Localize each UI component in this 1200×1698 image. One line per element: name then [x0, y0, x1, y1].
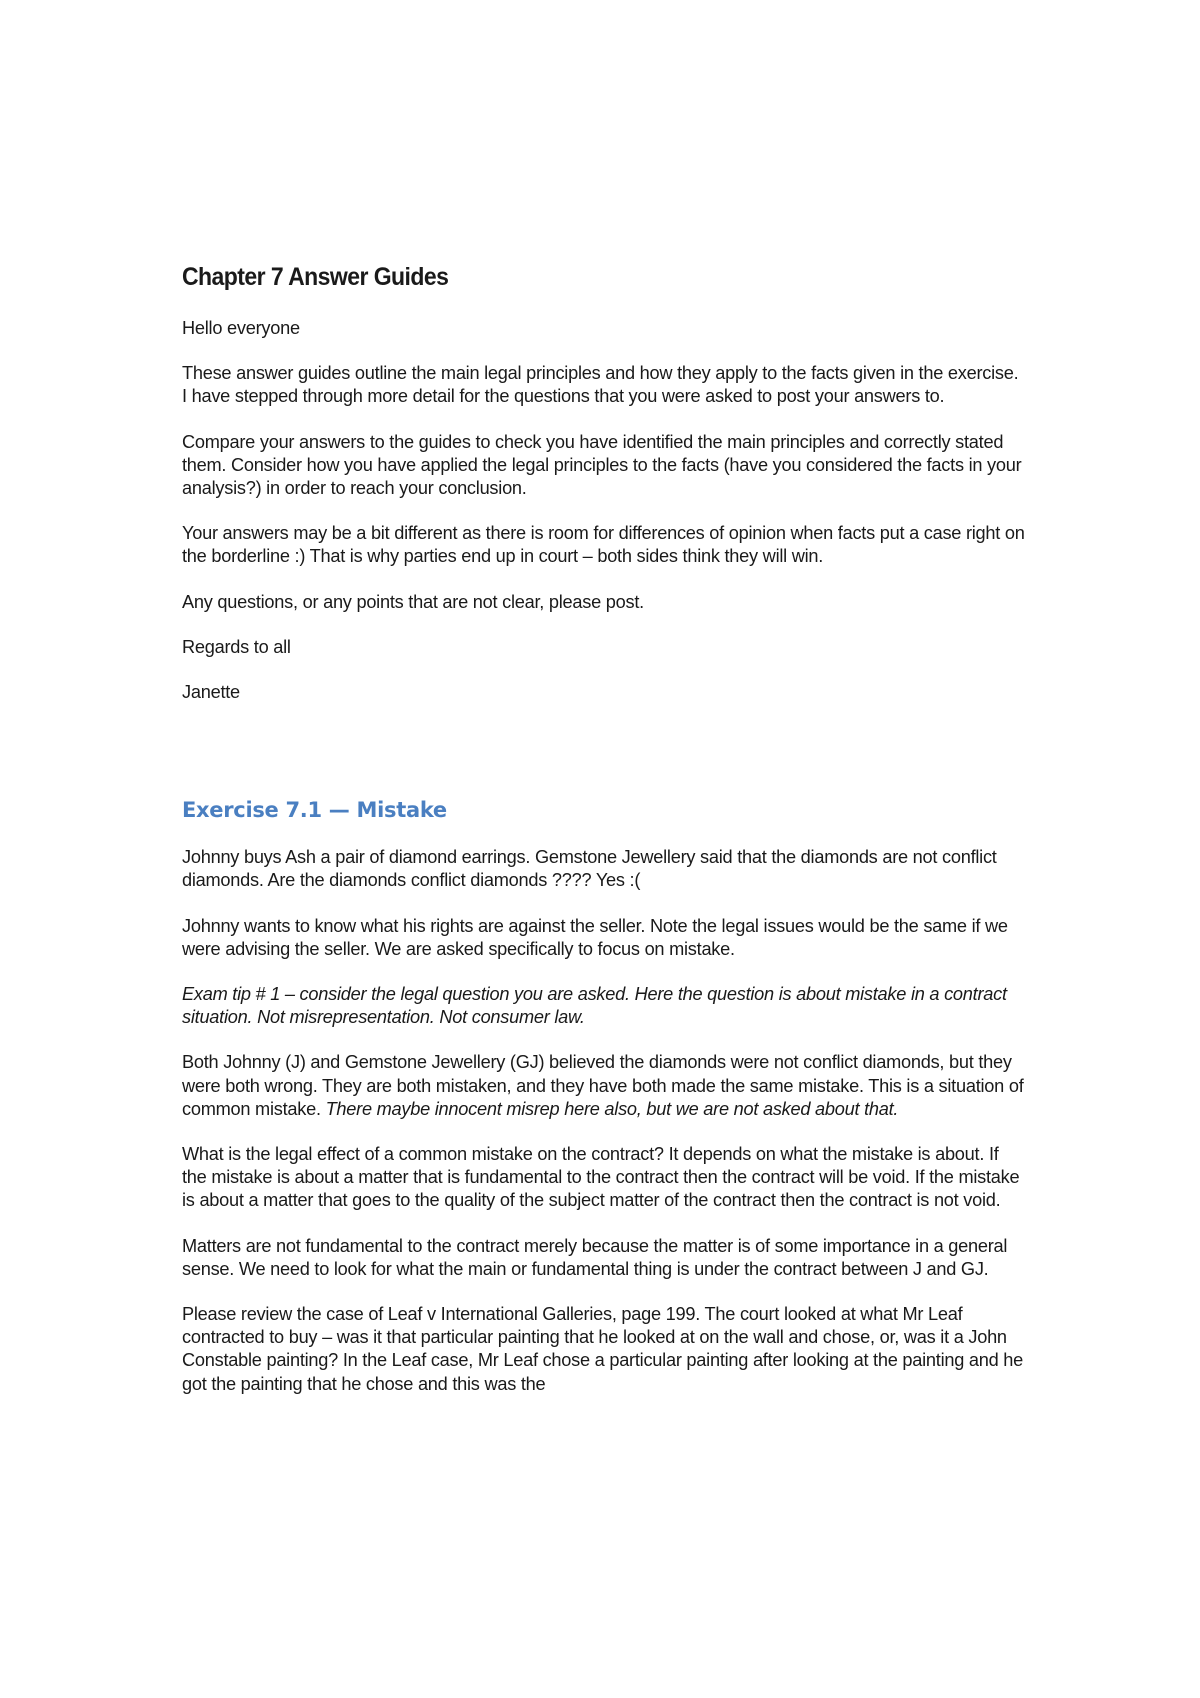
exam-tip-paragraph: Exam tip # 1 – consider the legal question you are asked. Here the question is about mistake in a contract situation. Not misrepresentation. Not consumer law. — [182, 984, 1007, 1028]
exercise-paragraph-4: What is the legal effect of a common mistake on the contract? It depends on what the mistake is about. If the mistake is about a matter that is fundamental to the contract then the contract will be void. If the mistake is about a matter that goes to the quality of the subject matter of the contract then the contract is not void. — [182, 1144, 1020, 1211]
exercise-paragraph-3-italic-note: There maybe innocent misrep here also, but we are not asked about that. — [325, 1098, 899, 1119]
intro-paragraph-2: Compare your answers to the guides to check you have identified the main principles and correctly stated them. Consider how you have applied the legal principles to the facts (have you considered the facts in your analysis?) in order to reach your conclusion. — [182, 431, 1022, 499]
exercise-heading: Exercise 7.1 — Mistake — [182, 798, 447, 823]
regards-paragraph: Regards to all — [182, 636, 291, 657]
section-spacer — [182, 726, 1027, 796]
exercise-paragraph-6: Please review the case of Leaf v International Galleries, page 199. The court looked at what Mr Leaf contracted to buy – was it that particular painting that he looked at on the wall and chose, or, was it a John Constable painting? In the Leaf case, Mr Leaf chose a particular painting after looking at the painting and he got the painting that he chose and this was the — [182, 1304, 1024, 1394]
greeting-paragraph: Hello everyone — [182, 318, 300, 338]
intro-paragraph-4: Any questions, or any points that are not clear, please post. — [182, 591, 644, 612]
intro-paragraph-1: These answer guides outline the main legal principles and how they apply to the facts given in the exercise. I have stepped through more detail for the questions that you were asked to post your answers to. — [182, 363, 1019, 407]
exercise-paragraph-2: Johnny wants to know what his rights are against the seller. Note the legal issues would be the same if we were advising the seller. We are asked specifically to focus on mistake. — [182, 915, 1008, 959]
document-body — [182, 262, 1027, 1418]
exercise-paragraph-3-text: Both Johnny (J) and Gemstone Jewellery (GJ) believed the diamonds were not conflict diamonds, but they were both wrong. They are both mistaken, and they have both made the same mistake. This is a situation of common mistake. — [182, 1052, 1024, 1119]
exercise-paragraph-5: Matters are not fundamental to the contract merely because the matter is of some importance in a general sense. We need to look for what the main or fundamental thing is under the contract between J and GJ. — [182, 1235, 1008, 1279]
intro-paragraph-3: Your answers may be a bit different as there is room for differences of opinion when facts put a case right on the borderline :) That is why parties end up in court – both sides think they will win. — [182, 523, 1025, 567]
document-title: Chapter 7 Answer Guides — [182, 263, 449, 291]
exercise-paragraph-3 — [182, 1051, 1027, 1121]
signature-paragraph: Janette — [182, 682, 240, 703]
exercise-paragraph-1: Johnny buys Ash a pair of diamond earrings. Gemstone Jewellery said that the diamonds are not conflict diamonds. Are the diamonds conflict diamonds ???? Yes :( — [182, 847, 997, 891]
